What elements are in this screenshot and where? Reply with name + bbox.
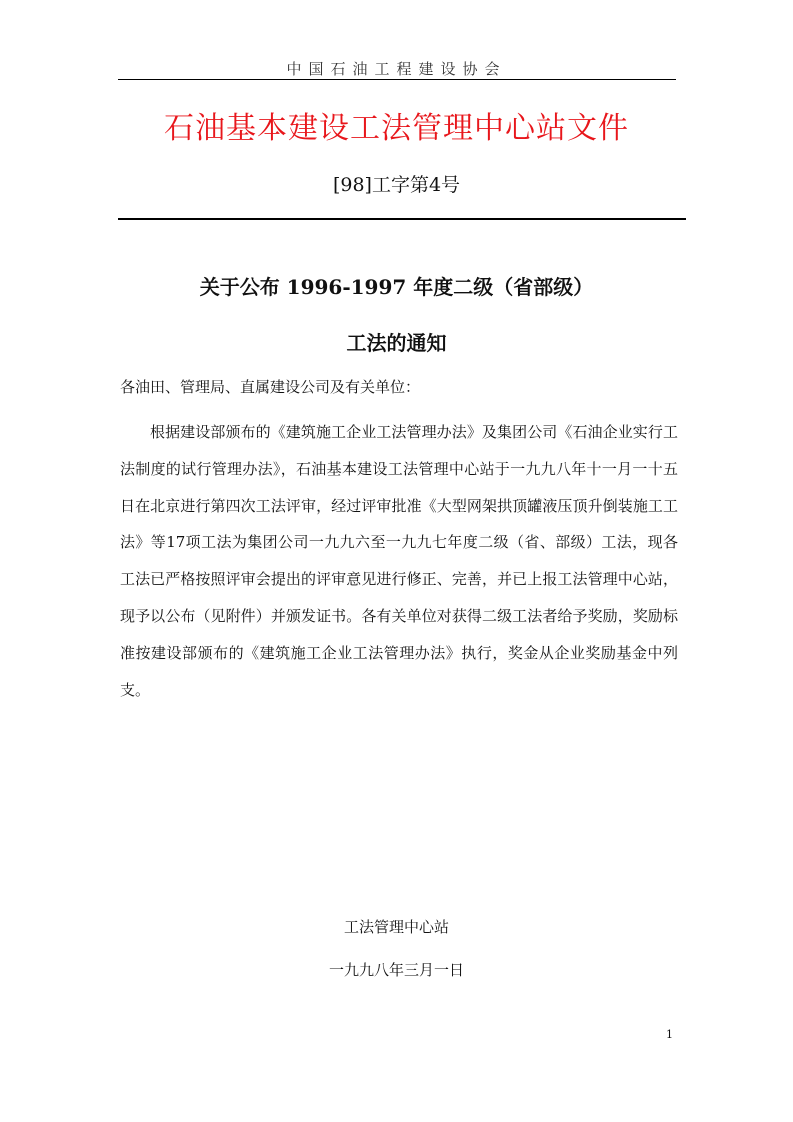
signature-date: 一九九八年三月一日 [328, 961, 464, 979]
salutation: 各油田、管理局、直属建设公司及有关单位： [120, 378, 421, 396]
header-rule [118, 79, 676, 80]
document-title: 石油基本建设工法管理中心站文件 [164, 111, 629, 146]
notice-title-line-2: 工法的通知 [346, 331, 447, 355]
document-number: [98]工字第4号 [332, 174, 461, 196]
body-paragraph: 根据建设部颁布的《建筑施工企业工法管理办法》及集团公司《石油企业实行工法制度的试行管理办法》，石油基本建设工法管理中心站于一九九八年十一月一十五日在北京进行第四次工法评审，经过评审批准《大型网架拱顶罐液压顶升倒装施工工法》等17项工法为集团公司一九九六至一九九七年度二级（省、部级）工法，现各工法已严格按照评审会提出的评审意见进行修正、完善，并已上报工法管理中心站，现予以公布（见附件）并颁发证书。各有关单位对获得二级工法者给予奖励，奖励标准按建设部颁布的《建筑施工企业工法管理办法》执行，奖金从企业奖励基金中列支。 [120, 423, 678, 699]
signature-organization: 工法管理中心站 [343, 918, 449, 936]
notice-title-line-1: 关于公布 1996-1997 年度二级（省部级） [199, 275, 594, 299]
header-organization: 中国石油工程建设协会 [286, 60, 507, 78]
title-rule [118, 218, 686, 220]
page-number: 1 [666, 1028, 673, 1041]
